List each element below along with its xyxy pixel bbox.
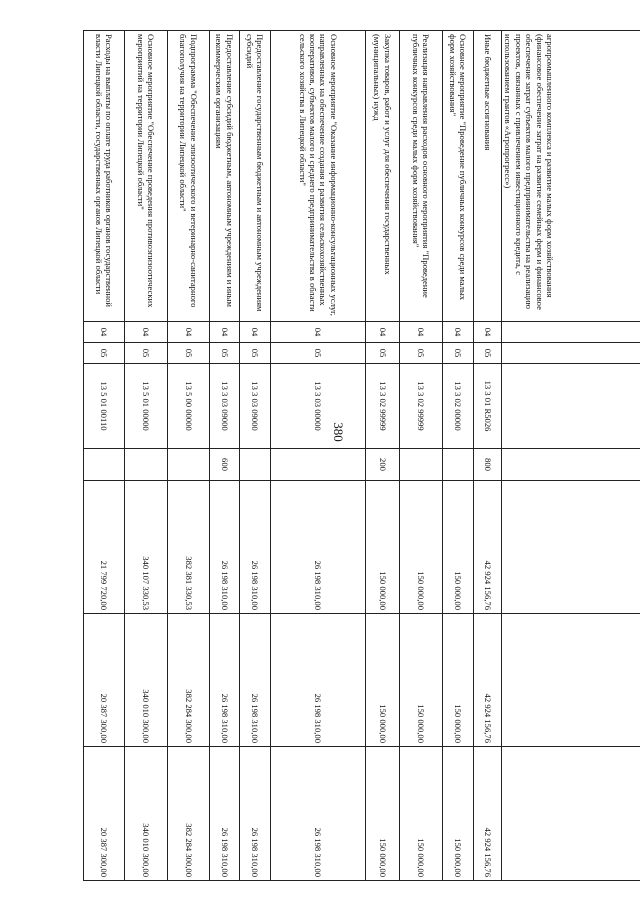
row-name-cell: Предоставление государственным бюджетным и автономным учреждениям субсидий <box>240 31 271 322</box>
amount-year-2-cell: 26 198 310,00 <box>271 614 366 747</box>
amount-year-1-cell <box>502 481 640 614</box>
target-article-cell: 13 3 03 09000 <box>240 364 271 449</box>
amount-year-1-cell: 150 000,00 <box>443 481 474 614</box>
target-article-cell: 13 3 02 00000 <box>443 364 474 449</box>
ministry-code-cell: 04 <box>240 322 271 343</box>
amount-year-3-cell: 150 000,00 <box>366 747 400 881</box>
ministry-code-cell: 04 <box>125 322 168 343</box>
row-name-cell: Основное мероприятие "Оказание информационно-консультационных услуг, направленных на обеспечение создания и развития сельскохозяйственных кооперативов, субъектов малого и среднего предпринимательства в области сельского хозяйства в Липецкой области" <box>271 31 366 322</box>
target-article-cell <box>502 364 640 449</box>
section-code-cell: 05 <box>125 343 168 364</box>
amount-year-2-cell <box>502 614 640 747</box>
target-article-cell: 13 3 02 99999 <box>400 364 443 449</box>
ministry-code-cell: 04 <box>210 322 240 343</box>
amount-year-3-cell: 26 198 310,00 <box>210 747 240 881</box>
table-row <box>240 31 271 881</box>
row-name-cell: Предоставление субсидий бюджетным, автономным учреждениям и иным некоммерческим организациям <box>210 31 240 322</box>
table-row <box>474 31 502 881</box>
ministry-code-cell: 04 <box>400 322 443 343</box>
amount-year-2-cell: 340 010 300,00 <box>125 614 168 747</box>
table-row <box>366 31 400 881</box>
row-name-cell: агропромышленного комплекса и развитие малых форм хозяйствования (финансовое обеспечение затрат на развитие семейных ферм и финансовое обеспечение затрат субъектов малого предпринимательства на реализацию проектов, связанных с привлечением инвестиционного кредита, с использованием грантов «Агропрогресс») <box>502 31 640 322</box>
expense-type-cell <box>240 449 271 481</box>
amount-year-2-cell: 150 000,00 <box>443 614 474 747</box>
section-code-cell: 05 <box>400 343 443 364</box>
expense-type-cell <box>84 449 125 481</box>
amount-year-1-cell: 26 198 310,00 <box>210 481 240 614</box>
row-name-cell: Основное мероприятие "Обеспечение проведения противоэпизоотических мероприятий на территории Липецкой области" <box>125 31 168 322</box>
amount-year-2-cell: 26 198 310,00 <box>240 614 271 747</box>
rotated-page-content <box>94 30 640 880</box>
ministry-code-cell: 04 <box>474 322 502 343</box>
row-name-cell: Подпрограмма "Обеспечение эпизоотического и ветеринарно-санитарного благополучия на территории Липецкой области" <box>168 31 210 322</box>
amount-year-1-cell: 26 198 310,00 <box>271 481 366 614</box>
section-code-cell: 05 <box>210 343 240 364</box>
amount-year-1-cell: 26 198 310,00 <box>240 481 271 614</box>
target-article-cell: 13 3 03 09000 <box>210 364 240 449</box>
expense-type-cell <box>271 449 366 481</box>
expense-type-cell: 600 <box>210 449 240 481</box>
table-row <box>400 31 443 881</box>
table-row <box>271 31 366 881</box>
amount-year-2-cell: 42 924 156,76 <box>474 614 502 747</box>
amount-year-3-cell: 150 000,00 <box>443 747 474 881</box>
target-article-cell: 13 3 01 R5026 <box>474 364 502 449</box>
amount-year-3-cell <box>502 747 640 881</box>
ministry-code-cell <box>502 322 640 343</box>
amount-year-1-cell: 340 107 330,53 <box>125 481 168 614</box>
amount-year-2-cell: 20 387 300,00 <box>84 614 125 747</box>
ministry-code-cell: 04 <box>366 322 400 343</box>
expense-type-cell <box>125 449 168 481</box>
section-code-cell: 05 <box>366 343 400 364</box>
amount-year-3-cell: 340 010 300,00 <box>125 747 168 881</box>
section-code-cell <box>502 343 640 364</box>
expense-type-cell <box>400 449 443 481</box>
amount-year-2-cell: 382 284 300,00 <box>168 614 210 747</box>
target-article-cell: 13 5 01 00000 <box>125 364 168 449</box>
table-row <box>168 31 210 881</box>
amount-year-3-cell: 26 198 310,00 <box>271 747 366 881</box>
section-code-cell: 05 <box>240 343 271 364</box>
row-name-cell: Закупка товаров, работ и услуг для обеспечения государственных (муниципальных) нужд <box>366 31 400 322</box>
expense-type-cell: 800 <box>474 449 502 481</box>
amount-year-3-cell: 150 000,00 <box>400 747 443 881</box>
amount-year-1-cell: 21 799 720,00 <box>84 481 125 614</box>
amount-year-3-cell: 26 198 310,00 <box>240 747 271 881</box>
amount-year-3-cell: 42 924 156,76 <box>474 747 502 881</box>
target-article-cell: 13 3 03 00000 <box>271 364 366 449</box>
expense-type-cell <box>443 449 474 481</box>
target-article-cell: 13 5 00 00000 <box>168 364 210 449</box>
section-code-cell: 05 <box>84 343 125 364</box>
expense-type-cell <box>168 449 210 481</box>
amount-year-2-cell: 26 198 310,00 <box>210 614 240 747</box>
section-code-cell: 05 <box>271 343 366 364</box>
amount-year-2-cell: 150 000,00 <box>400 614 443 747</box>
table-row <box>125 31 168 881</box>
ministry-code-cell: 04 <box>168 322 210 343</box>
amount-year-1-cell: 150 000,00 <box>366 481 400 614</box>
expense-type-cell <box>502 449 640 481</box>
expense-type-cell: 200 <box>366 449 400 481</box>
amount-year-1-cell: 42 924 156,76 <box>474 481 502 614</box>
ministry-code-cell: 04 <box>443 322 474 343</box>
table-row <box>210 31 240 881</box>
row-name-cell: Расходы на выплаты по оплате труда работников органов государственной власти Липецкой области, государственных органов Липецкой области <box>84 31 125 322</box>
row-name-cell: Реализация направления расходов основного мероприятия "Проведение публичных конкурсов среди малых форм хозяйствования" <box>400 31 443 322</box>
row-name-cell: Основное мероприятие "Проведение публичных конкурсов среди малых форм хозяйствования" <box>443 31 474 322</box>
table-row <box>84 31 125 881</box>
table-row <box>443 31 474 881</box>
section-code-cell: 05 <box>474 343 502 364</box>
section-code-cell: 05 <box>168 343 210 364</box>
amount-year-1-cell: 382 381 330,53 <box>168 481 210 614</box>
page-number: 380 <box>331 422 346 442</box>
target-article-cell: 13 5 01 00110 <box>84 364 125 449</box>
ministry-code-cell: 04 <box>84 322 125 343</box>
amount-year-3-cell: 20 387 300,00 <box>84 747 125 881</box>
table-body <box>84 31 640 881</box>
amount-year-3-cell: 382 284 300,00 <box>168 747 210 881</box>
amount-year-2-cell: 150 000,00 <box>366 614 400 747</box>
budget-table <box>83 30 640 881</box>
target-article-cell: 13 3 02 99999 <box>366 364 400 449</box>
table-row <box>502 31 640 881</box>
row-name-cell: Иные бюджетные ассигнования <box>474 31 502 322</box>
ministry-code-cell: 04 <box>271 322 366 343</box>
section-code-cell: 05 <box>443 343 474 364</box>
amount-year-1-cell: 150 000,00 <box>400 481 443 614</box>
